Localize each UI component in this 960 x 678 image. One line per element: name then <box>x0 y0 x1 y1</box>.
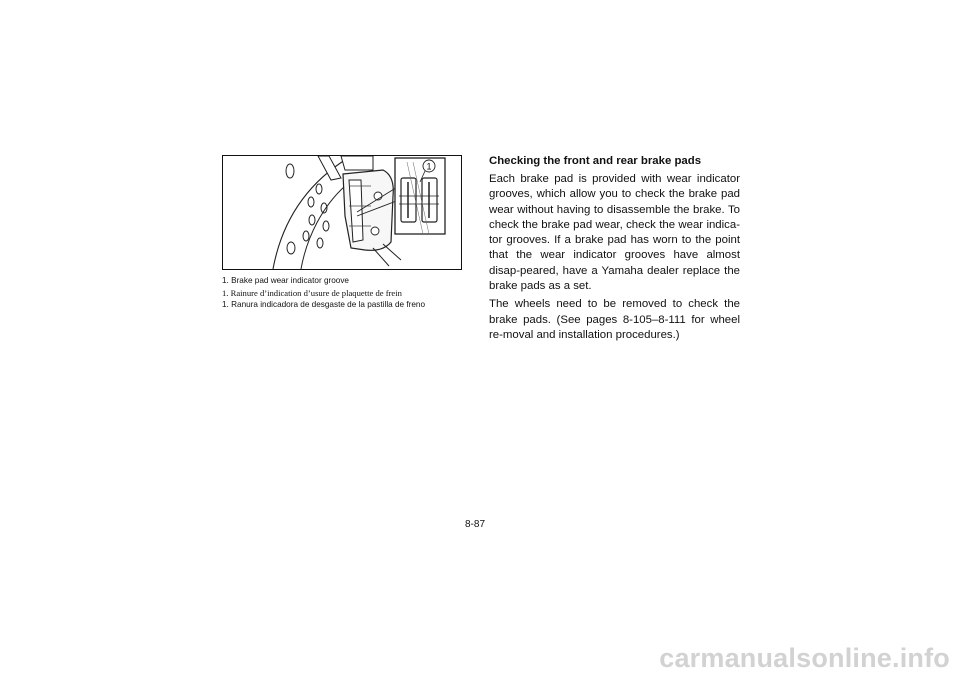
brake-pad-illustration <box>222 155 462 270</box>
callout-number: 1 <box>426 161 432 172</box>
figure-captions <box>222 275 472 311</box>
watermark: carmanualsonline.info <box>659 643 950 673</box>
paragraph-wheel-removal: The wheels need to be removed to check the brake pads. (See pages 8-105–8-111 for wheel re-moval and installation procedures.) <box>489 298 740 341</box>
section-heading: Checking the front and rear brake pads <box>489 155 702 167</box>
instruction-column <box>489 152 740 346</box>
brake-caliper-drawing <box>223 156 461 269</box>
paragraph-wear-indicator: Each brake pad is provided with wear indicator grooves, which allow you to check the brake pad wear without having to disassemble the brake. To check the brake pad wear, check the wear indica-tor grooves. If a brake pad has worn to the point that the wear indicator grooves have almost disap-peared, have a Yamaha dealer replace the brake pads as a set. <box>489 173 740 293</box>
page-number: 8-87 <box>465 519 486 530</box>
caption-french: 1. Rainure d’indication d’usure de plaquette de frein <box>222 288 402 298</box>
caption-english: 1. Brake pad wear indicator groove <box>222 276 349 285</box>
caption-spanish: 1. Ranura indicadora de desgaste de la pastilla de freno <box>222 300 426 309</box>
